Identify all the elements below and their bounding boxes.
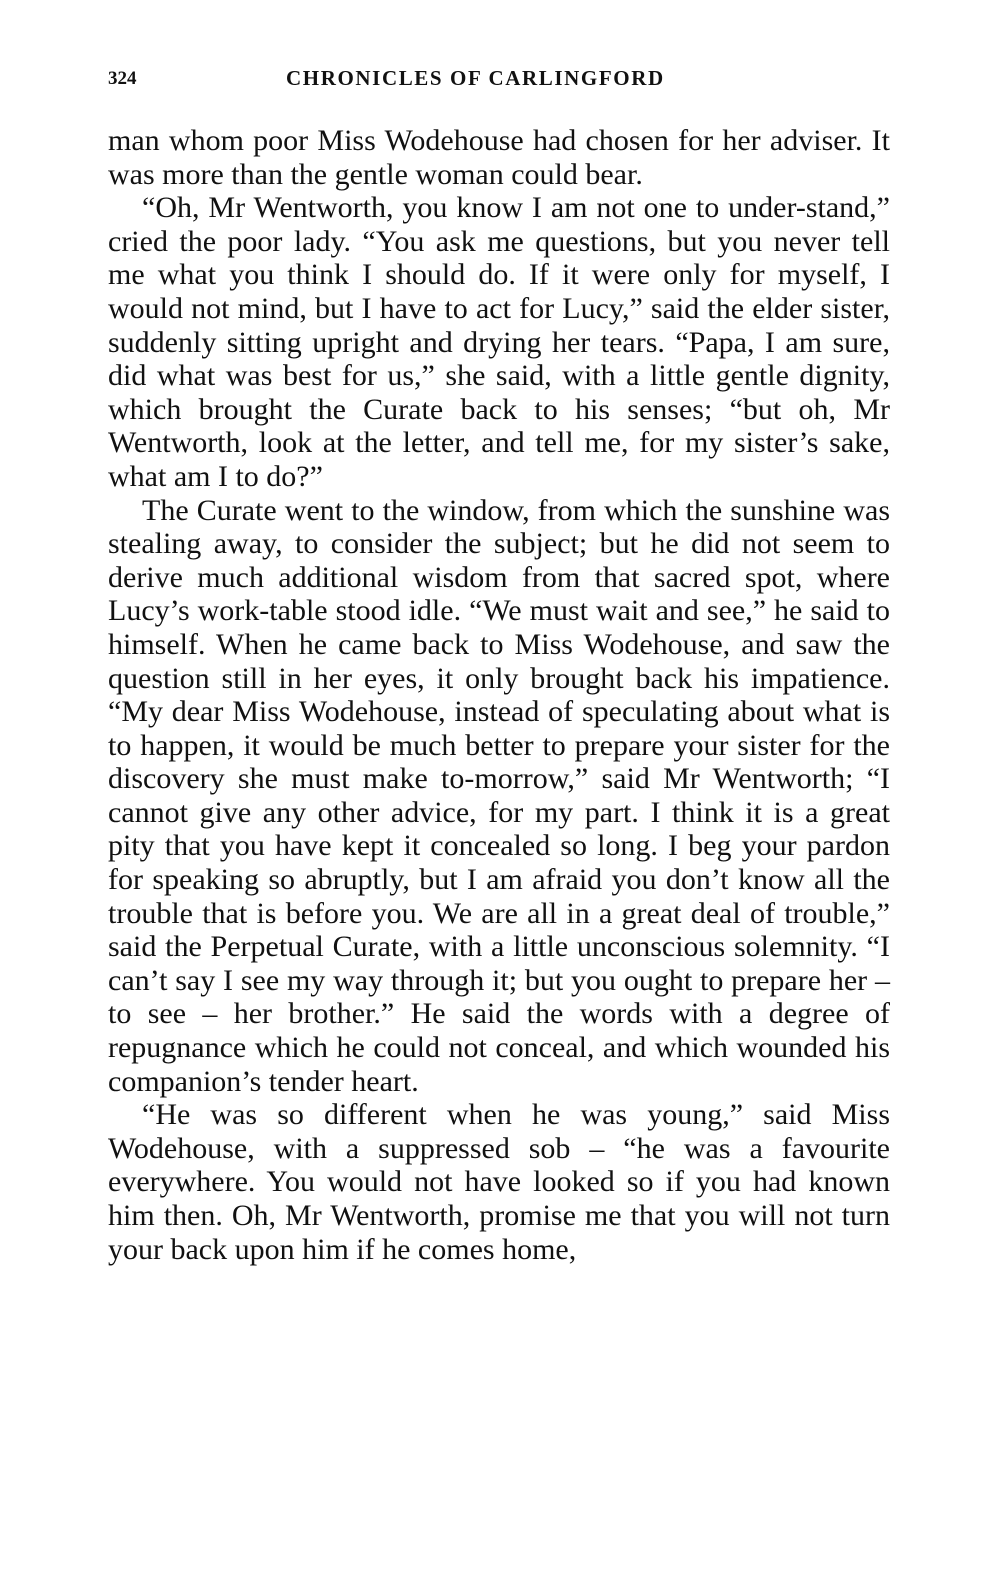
book-page [108,62,890,1266]
paragraph-1: man whom poor Miss Wodehouse had chosen for her adviser. It was more than the gentle woman could bear. [108,124,890,191]
paragraph-3: The Curate went to the window, from which the sunshine was stealing away, to consider the subject; but he did not seem to derive much additional wisdom from that sacred spot, where Lucy’s work-table stood idle. “We must wait and see,” he said to himself. When he came back to Miss Wodehouse, and saw the question still in her eyes, it only brought back his impatience. “My dear Miss Wodehouse, instead of speculating about what is to happen, it would be much better to prepare your sister for the discovery she must make to-morrow,” said Mr Wentworth; “I cannot give any other advice, for my part. I think it is a great pity that you have kept it concealed so long. I beg your pardon for speaking so abruptly, but I am afraid you don’t know all the trouble that is before you. We are all in a great deal of trouble,” said the Perpetual Curate, with a little unconscious solemnity. “I can’t say I see my way through it; but you ought to prepare her – to see – her brother.” He said the words with a degree of repugnance which he could not conceal, and which wounded his companion’s tender heart. [108,493,890,1098]
book-title: CHRONICLES OF CARLINGFORD [286,66,665,90]
paragraph-2: “Oh, Mr Wentworth, you know I am not one to under-stand,” cried the poor lady. “You ask me questions, but you never tell me what you think I should do. If it were only for myself, I would not mind, but I have to act for Lucy,” said the elder sister, suddenly sitting upright and drying her tears. “Papa, I am sure, did what was best for us,” she said, with a little gentle dignity, which brought the Curate back to his senses; “but oh, Mr Wentworth, look at the letter, and tell me, for my sister’s sake, what am I to do?” [108,191,890,493]
body-text [108,124,890,1266]
page-number: 324 [108,68,137,89]
paragraph-4: “He was so different when he was young,” said Miss Wodehouse, with a suppressed sob – “he was a favourite everywhere. You would not have looked so if you had known him then. Oh, Mr Wentworth, promise me that you will not turn your back upon him if he comes home, [108,1098,890,1266]
running-head [108,62,890,102]
